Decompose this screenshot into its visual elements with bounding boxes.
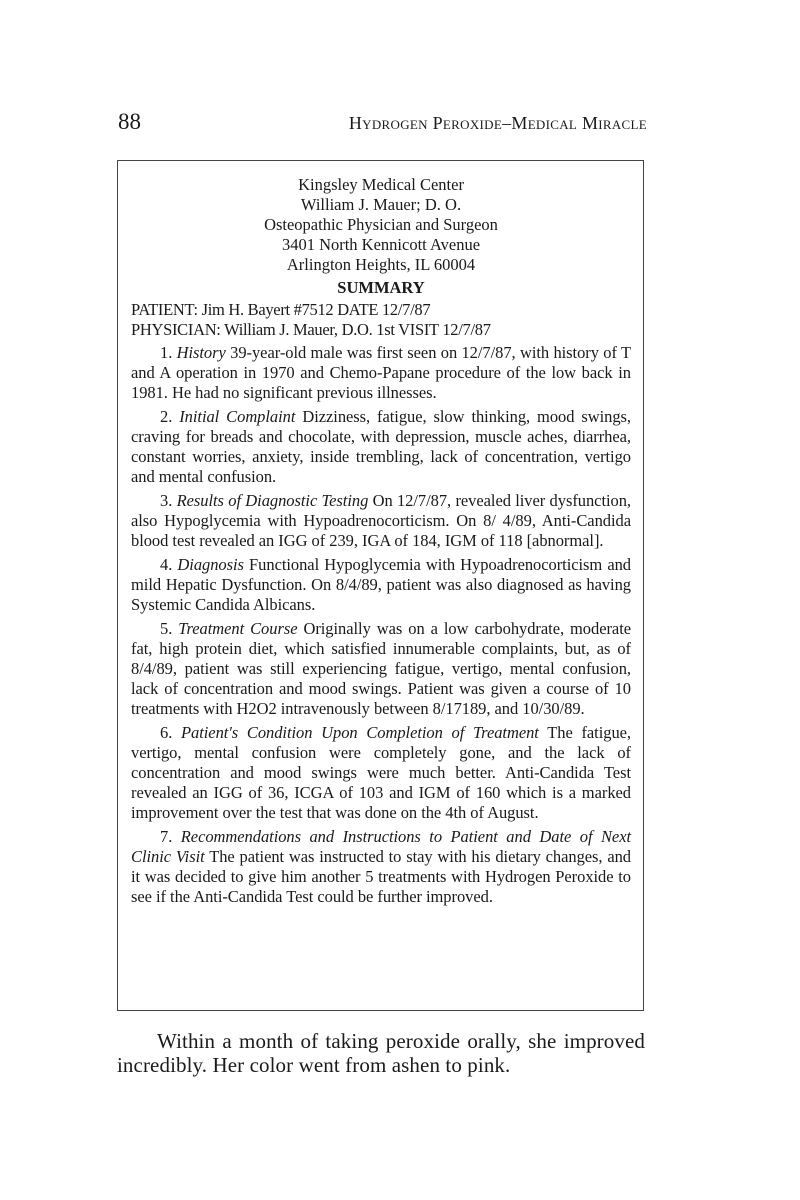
- item-heading: Patient's Condition Upon Completion of Treatment: [181, 723, 539, 742]
- physician-name: William J. Mauer; D. O.: [300, 195, 462, 214]
- item-number: 7.: [160, 827, 173, 846]
- item-text: 39-year-old male was first seen on 12/7/87, with history of T and A operation in 1970 and Chemo-Papane procedure of the low back in 1981. He had no significant previous illnesses.: [131, 343, 631, 402]
- page-number: 88: [118, 109, 141, 134]
- physician-line: PHYSICIAN: William J. Mauer, D.O. 1st VISIT 12/7/87: [131, 320, 491, 339]
- item-text: Functional Hypoglycemia with Hypoadrenocorticism and mild Hepatic Dysfunction. On 8/4/89, patient was also diagnosed as having Systemic Candida Albicans.: [131, 555, 631, 614]
- item-number: 5.: [160, 619, 173, 638]
- item-number: 2.: [160, 407, 173, 426]
- item-text: On 12/7/87, revealed liver dysfunction, also Hypoglycemia with Hypoadrenocorticism. On 8/ 4/89, Anti-Candida blood test revealed an IGG of 239, IGA of 184, IGM of 118 [abnormal].: [131, 491, 631, 550]
- item-number: 3.: [160, 491, 173, 510]
- summary-item-condition: [131, 723, 631, 823]
- summary-item-diagnostic-testing: [131, 491, 631, 551]
- item-heading: History: [176, 343, 226, 362]
- item-text: The fatigue, vertigo, mental confusion were completely gone, and the lack of concentration and mood swings were much better. Anti-Candida Test revealed an IGG of 36, ICGA of 103 and IGM of 160 which is a marked improvement over the test that was done on the 4th of August.: [131, 723, 631, 822]
- clinic-street: 3401 North Kennicott Avenue: [281, 235, 481, 254]
- item-text: Originally was on a low carbohydrate, moderate fat, high protein diet, which satisfied innumerable complaints, but, as of 8/4/89, patient was still experiencing fatigue, vertigo, mental confusion, lack of concentration and mood swings. Patient was given a course of 10 treatments with H2O2 intravenously between 8/17189, and 10/30/89.: [131, 619, 631, 718]
- item-number: 1.: [160, 343, 173, 362]
- summary-item-treatment-course: [131, 619, 631, 719]
- item-heading: Treatment Course: [178, 619, 298, 638]
- item-heading: Results of Diagnostic Testing: [176, 491, 369, 510]
- clinic-city: Arlington Heights, IL 60004: [286, 255, 476, 274]
- item-text: Dizziness, fatigue, slow thinking, mood swings, craving for breads and chocolate, with depression, muscle aches, diarrhea, constant worries, anxiety, inside trembling, lack of concentration, vertigo and mental confusion.: [131, 407, 632, 486]
- summary-box: [117, 160, 644, 1011]
- clinic-name: Kingsley Medical Center: [298, 175, 464, 194]
- item-text: The patient was instructed to stay with his dietary changes, and it was decided to give him another 5 treatments with Hydrogen Peroxide to see if the Anti-Candida Test could be further improved.: [131, 847, 632, 906]
- summary-title: SUMMARY: [337, 278, 425, 297]
- physician-title: Osteopathic Physician and Surgeon: [264, 215, 498, 234]
- running-head: Hydrogen Peroxide–Medical Miracle: [348, 113, 647, 133]
- letterhead: [131, 175, 631, 275]
- item-heading: Initial Complaint: [179, 407, 296, 426]
- item-number: 4.: [160, 555, 173, 574]
- summary-item-initial-complaint: [131, 407, 631, 487]
- body-paragraph: Within a month of taking peroxide orally, she improved incredibly. Her color went from ashen to pink.: [117, 1029, 645, 1077]
- item-heading: Diagnosis: [177, 555, 244, 574]
- item-heading: Recommendations and Instructions to Patient and Date of Next Clinic Visit: [131, 827, 631, 866]
- item-number: 6.: [160, 723, 173, 742]
- summary-item-history: [131, 343, 631, 403]
- summary-item-recommendations: [131, 827, 631, 907]
- patient-line: PATIENT: Jim H. Bayert #7512 DATE 12/7/87: [131, 300, 431, 319]
- summary-item-diagnosis: [131, 555, 631, 615]
